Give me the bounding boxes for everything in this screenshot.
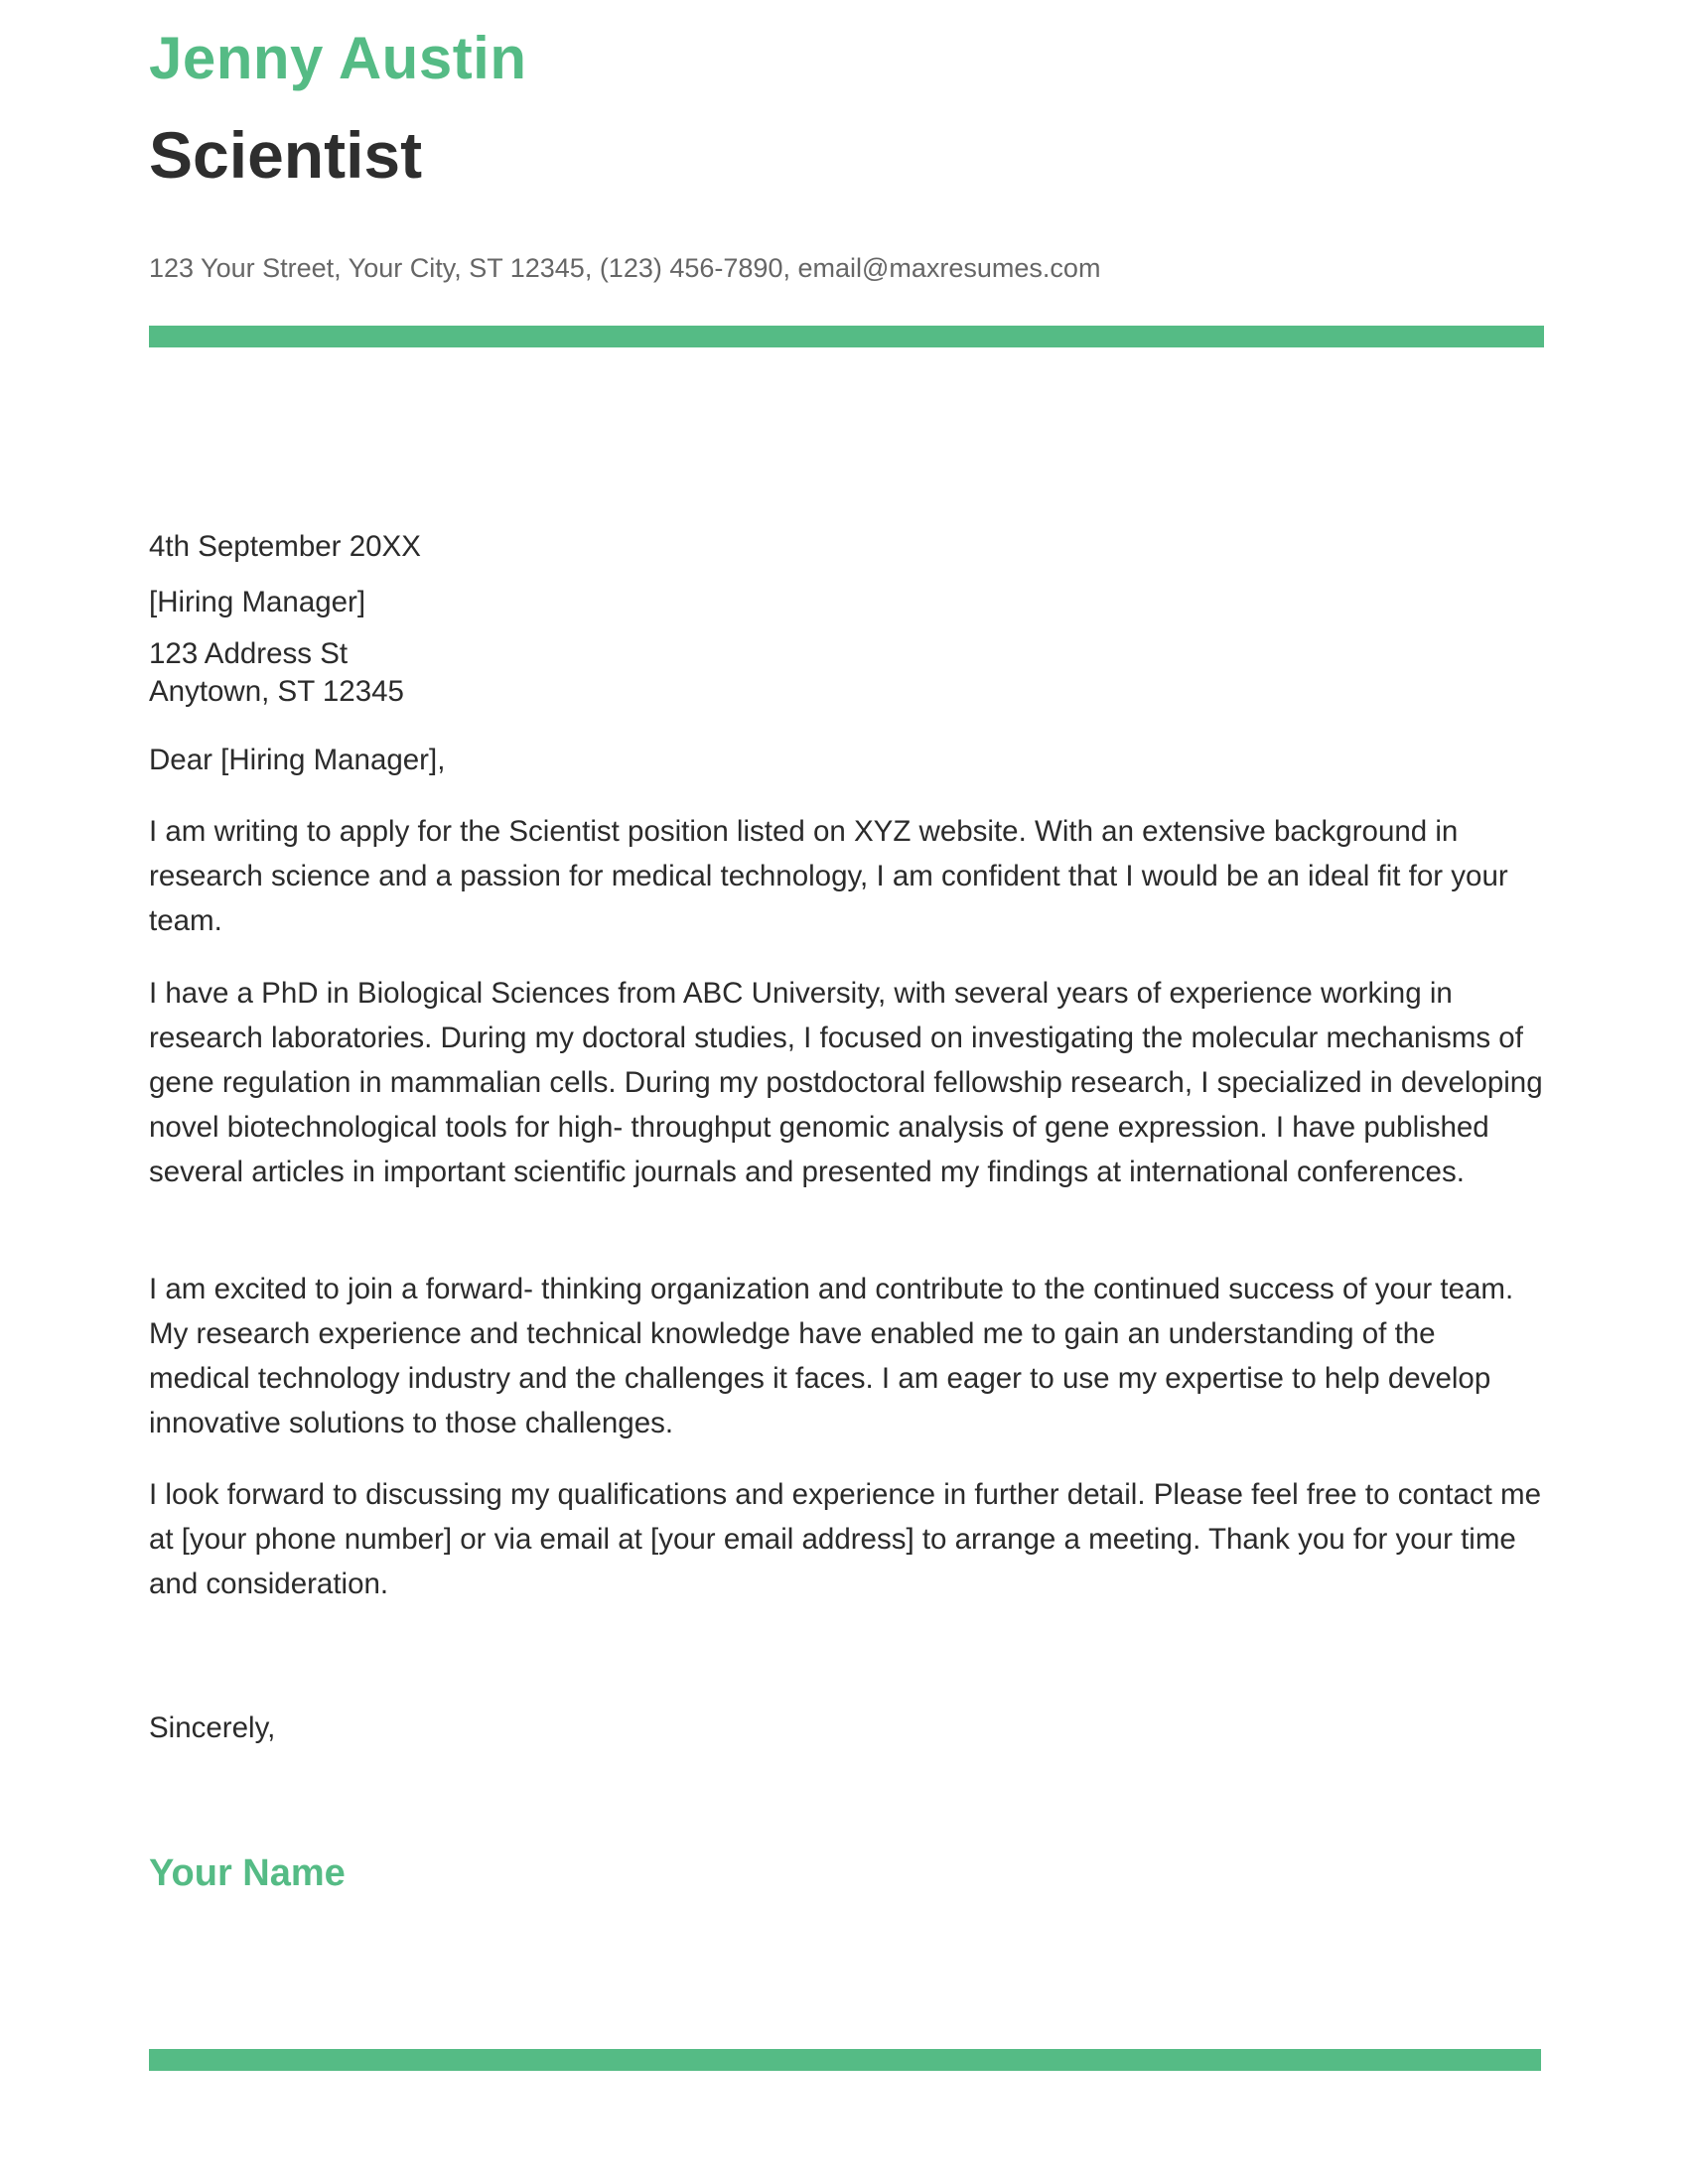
recipient-name: [Hiring Manager] (149, 586, 366, 618)
body-paragraph-3: I am excited to join a forward- thinking organization and contribute to the continued success of your team. My research experience and technical knowledge have enabled me to gain an understanding of the medical technology industry and the challenges it faces. I am eager to use my expertise to help develop innovative solutions to those challenges. (149, 1273, 1514, 1439)
letter-date: 4th September 20XX (149, 530, 421, 563)
closing: Sincerely, (149, 1711, 276, 1744)
body-paragraph-2: I have a PhD in Biological Sciences from ABC University, with several years of experience working in research laboratories. During my doctoral studies, I focused on investigating the molecular mechanisms of gene regulation in mammalian cells. During my postdoctoral fellowship research, I specialized in developing novel biotechnological tools for high- throughput genomic analysis of gene expression. I have published several articles in important scientific journals and presented my findings at international conferences. (149, 977, 1543, 1188)
signature-name: Your Name (149, 1852, 346, 1894)
footer-divider (149, 2049, 1541, 2071)
body-paragraph-4: I look forward to discussing my qualifications and experience in further detail. Please feel free to contact me at [your phone number] or via email at [your email address] to arrange a meeting. Thank you for your time and consideration. (149, 1478, 1541, 1600)
body-paragraph-1: I am writing to apply for the Scientist position listed on XYZ website. With an extensive background in research science and a passion for medical technology, I am confident that I would be an ideal fit for your team. (149, 815, 1508, 937)
applicant-name: Jenny Austin (149, 25, 527, 91)
address-line-1: 123 Address St (149, 637, 349, 670)
salutation: Dear [Hiring Manager], (149, 744, 446, 776)
contact-info: 123 Your Street, Your City, ST 12345, (123) 456-7890, email@maxresumes.com (149, 253, 1101, 283)
recipient-address (149, 635, 1544, 711)
address-line-2: Anytown, ST 12345 (149, 675, 404, 708)
job-title: Scientist (149, 118, 423, 192)
header-divider (149, 326, 1544, 347)
